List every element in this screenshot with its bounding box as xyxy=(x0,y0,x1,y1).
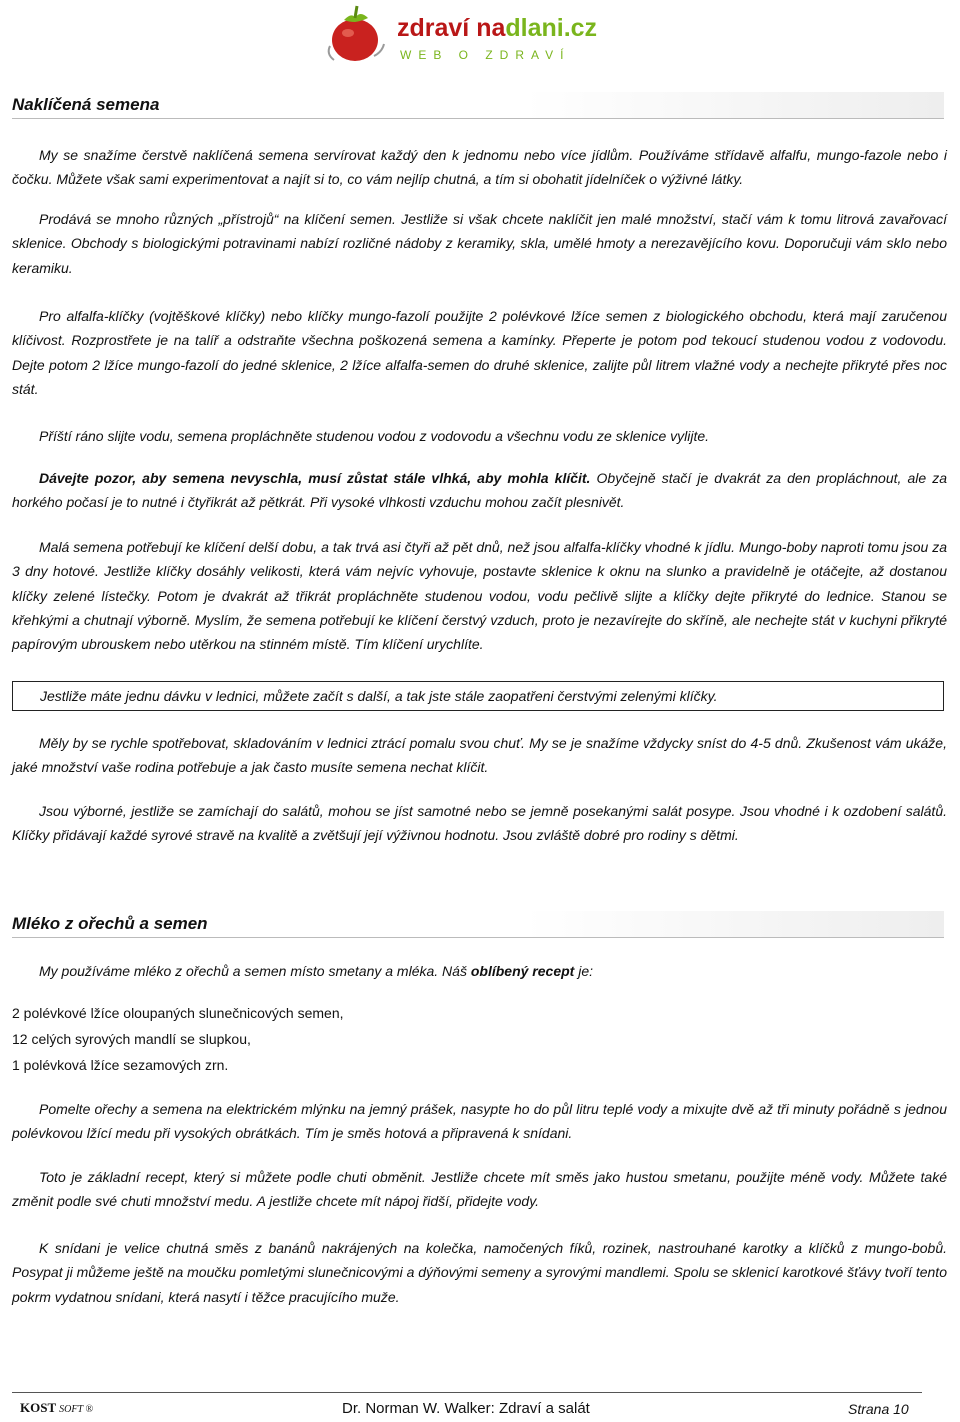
paragraph: Jsou výborné, jestliže se zamíchají do salátů, mohou se jíst samotné nebo se jemně posekanými salát posype. Jsou vhodné i k ozdobení salátů. Klíčky přidávají každé syrové stravě na kvalitě a zvětšují její výživnou hodnotu. Jsou zvláště dobré pro rodiny s dětmi. xyxy=(12,803,947,844)
paragraph: Malá semena potřebují ke klíčení delší dobu, a tak trvá asi čtyři až pět dnů, než jsou alfalfa-klíčky vhodné k jídlu. Mungo-boby naproti tomu jsou za 3 dny hotové. Jestliže klíčky dosáhly velikosti, která vám nejvíc vyhovuje, postavte sklenice k oknu na slunko a pravidelně je otáčejte, až dostanou klíčky zelené lístečky. Potom je dvakrát až třikrát propláchněte studenou vodou, vodu pečlivě slijte a klíčky dejte přikryté do lednice. Stanou se křehkými a chutnají výborně. Myslím, že semena potřebují ke klíčení čerstvý vzduch, proto je nezavírejte do skříně, ale nechejte stát v kuchyni přikryté papírovým ubrouskem nebo utěrkou na stinném místě. Tím klíčení urychlíte. xyxy=(12,539,947,653)
logo-title: zdraví nadlani.cz xyxy=(397,14,598,42)
site-logo xyxy=(322,2,622,68)
paragraph: Měly by se rychle spotřebovat, skladováním v lednici ztrácí pomalu svou chuť. My se je snažíme vždycky sníst do 4-5 dnů. Zkušenost vám ukáže, jaké množství vaše rodina potřebuje a jak často musíte semena nechat klíčit. xyxy=(12,735,947,776)
section-title-sprouts: Naklíčená semena xyxy=(12,92,944,119)
list-item: 12 celých syrových mandlí se slupkou, xyxy=(12,1031,251,1047)
logo-tagline: WEB O ZDRAVÍ xyxy=(400,48,571,62)
highlight-box xyxy=(12,681,944,711)
tomato-icon xyxy=(322,2,394,68)
paragraph: Jestliže máte jednu dávku v lednici, můžete začít s další, a tak jste stále zaopatřeni čerstvými zelenými klíčky. xyxy=(40,688,718,704)
paragraph: My používáme mléko z ořechů a semen místo smetany a mléka. Náš oblíbený recept je: xyxy=(39,963,593,979)
footer-divider xyxy=(12,1392,922,1393)
paragraph: Toto je základní recept, který si můžete podle chuti obměnit. Jestliže chcete mít směs jako hustou smetanu, použijte méně vody. Můžete také změnit podle své chuti množství medu. A jestliže chcete mít nápoj řidší, přidejte vody. xyxy=(12,1169,947,1210)
paragraph: Dávejte pozor, aby semena nevyschla, musí zůstat stále vlhká, aby mohla klíčit. Obyčejně stačí je dvakrát za den propláchnout, ale za horkého počasí je to nutné i čtyřikrát až pětkrát. Při vysoké vlhkosti vzduchu mohou začít plesnivět. xyxy=(12,470,947,511)
paragraph: My se snažíme čerstvě naklíčená semena servírovat každý den k jednomu nebo více jídlům. Používáme střídavě alfalfu, mungo-fazole nebo i čočku. Můžete však sami experimentovat a najít si to, co vám nejlíp chutná, a tím si obohatit jídelníček o výživné látky. xyxy=(12,147,947,188)
paragraph: Pomelte ořechy a semena na elektrickém mlýnku na jemný prášek, nasypte ho do půl litru teplé vody a mixujte dvě až tři minuty pořádně s jednou polévkovou lžící medu při vysokých obrátkách. Tím je směs hotová a připravená k snídani. xyxy=(12,1101,947,1142)
page-number: Strana 10 xyxy=(848,1401,909,1417)
list-item: 2 polévkové lžíce oloupaných slunečnicových semen, xyxy=(12,1005,344,1021)
list-item: 1 polévková lžíce sezamových zrn. xyxy=(12,1057,229,1073)
paragraph: Příští ráno slijte vodu, semena propláchněte studenou vodou z vodovodu a všechnu vodu ze sklenice vylijte. xyxy=(39,428,710,444)
paragraph: Prodává se mnoho různých „přístrojů“ na klíčení semen. Jestliže si však chcete naklíčit jen malé množství, stačí vám k tomu litrová zavařovací sklenice. Obchody s biologickými potravinami nabízí rozličné nádoby z keramiky, skla, umělé hmoty a nerezavějícího kovu. Doporučuji vám sklo nebo keramiku. xyxy=(12,211,947,276)
section-title-nut-milk: Mléko z ořechů a semen xyxy=(12,911,944,938)
paragraph: K snídani je velice chutná směs z banánů nakrájených na kolečka, namočených fíků, rozinek, nastrouhané karotky a klíčků z mungo-bobů. Posypat ji můžeme ještě na moučku pomletými slunečnicovými a dýňovými semeny a syrovými mandlemi. Spolu se sklenicí karotkové šťávy tvoří tento pokrm vydatnou snídani, která nasytí i těžce pracujícího muže. xyxy=(12,1240,947,1305)
footer-brand: KOST SOFT ® xyxy=(20,1400,93,1415)
footer-title: Dr. Norman W. Walker: Zdraví a salát xyxy=(342,1400,590,1417)
emphasis: Dávejte pozor, aby semena nevyschla, musí zůstat stále vlhká, aby mohla klíčit. xyxy=(39,470,591,486)
paragraph: Pro alfalfa-klíčky (vojtěškové klíčky) nebo klíčky mungo-fazolí použijte 2 polévkové lžíce semen z biologického obchodu, která mají zaručenou klíčivost. Rozprostřete je na talíř a odstraňte všechna poškozená semena a kamínky. Přeperte je potom pod tekoucí studenou vodou z vodovodu. Dejte potom 2 lžíce mungo-fazolí do jedné sklenice, 2 lžíce alfalfa-semen do druhé sklenice, zalijte půl litrem vlažné vody a nechejte přikryté přes noc stát. xyxy=(12,308,947,397)
